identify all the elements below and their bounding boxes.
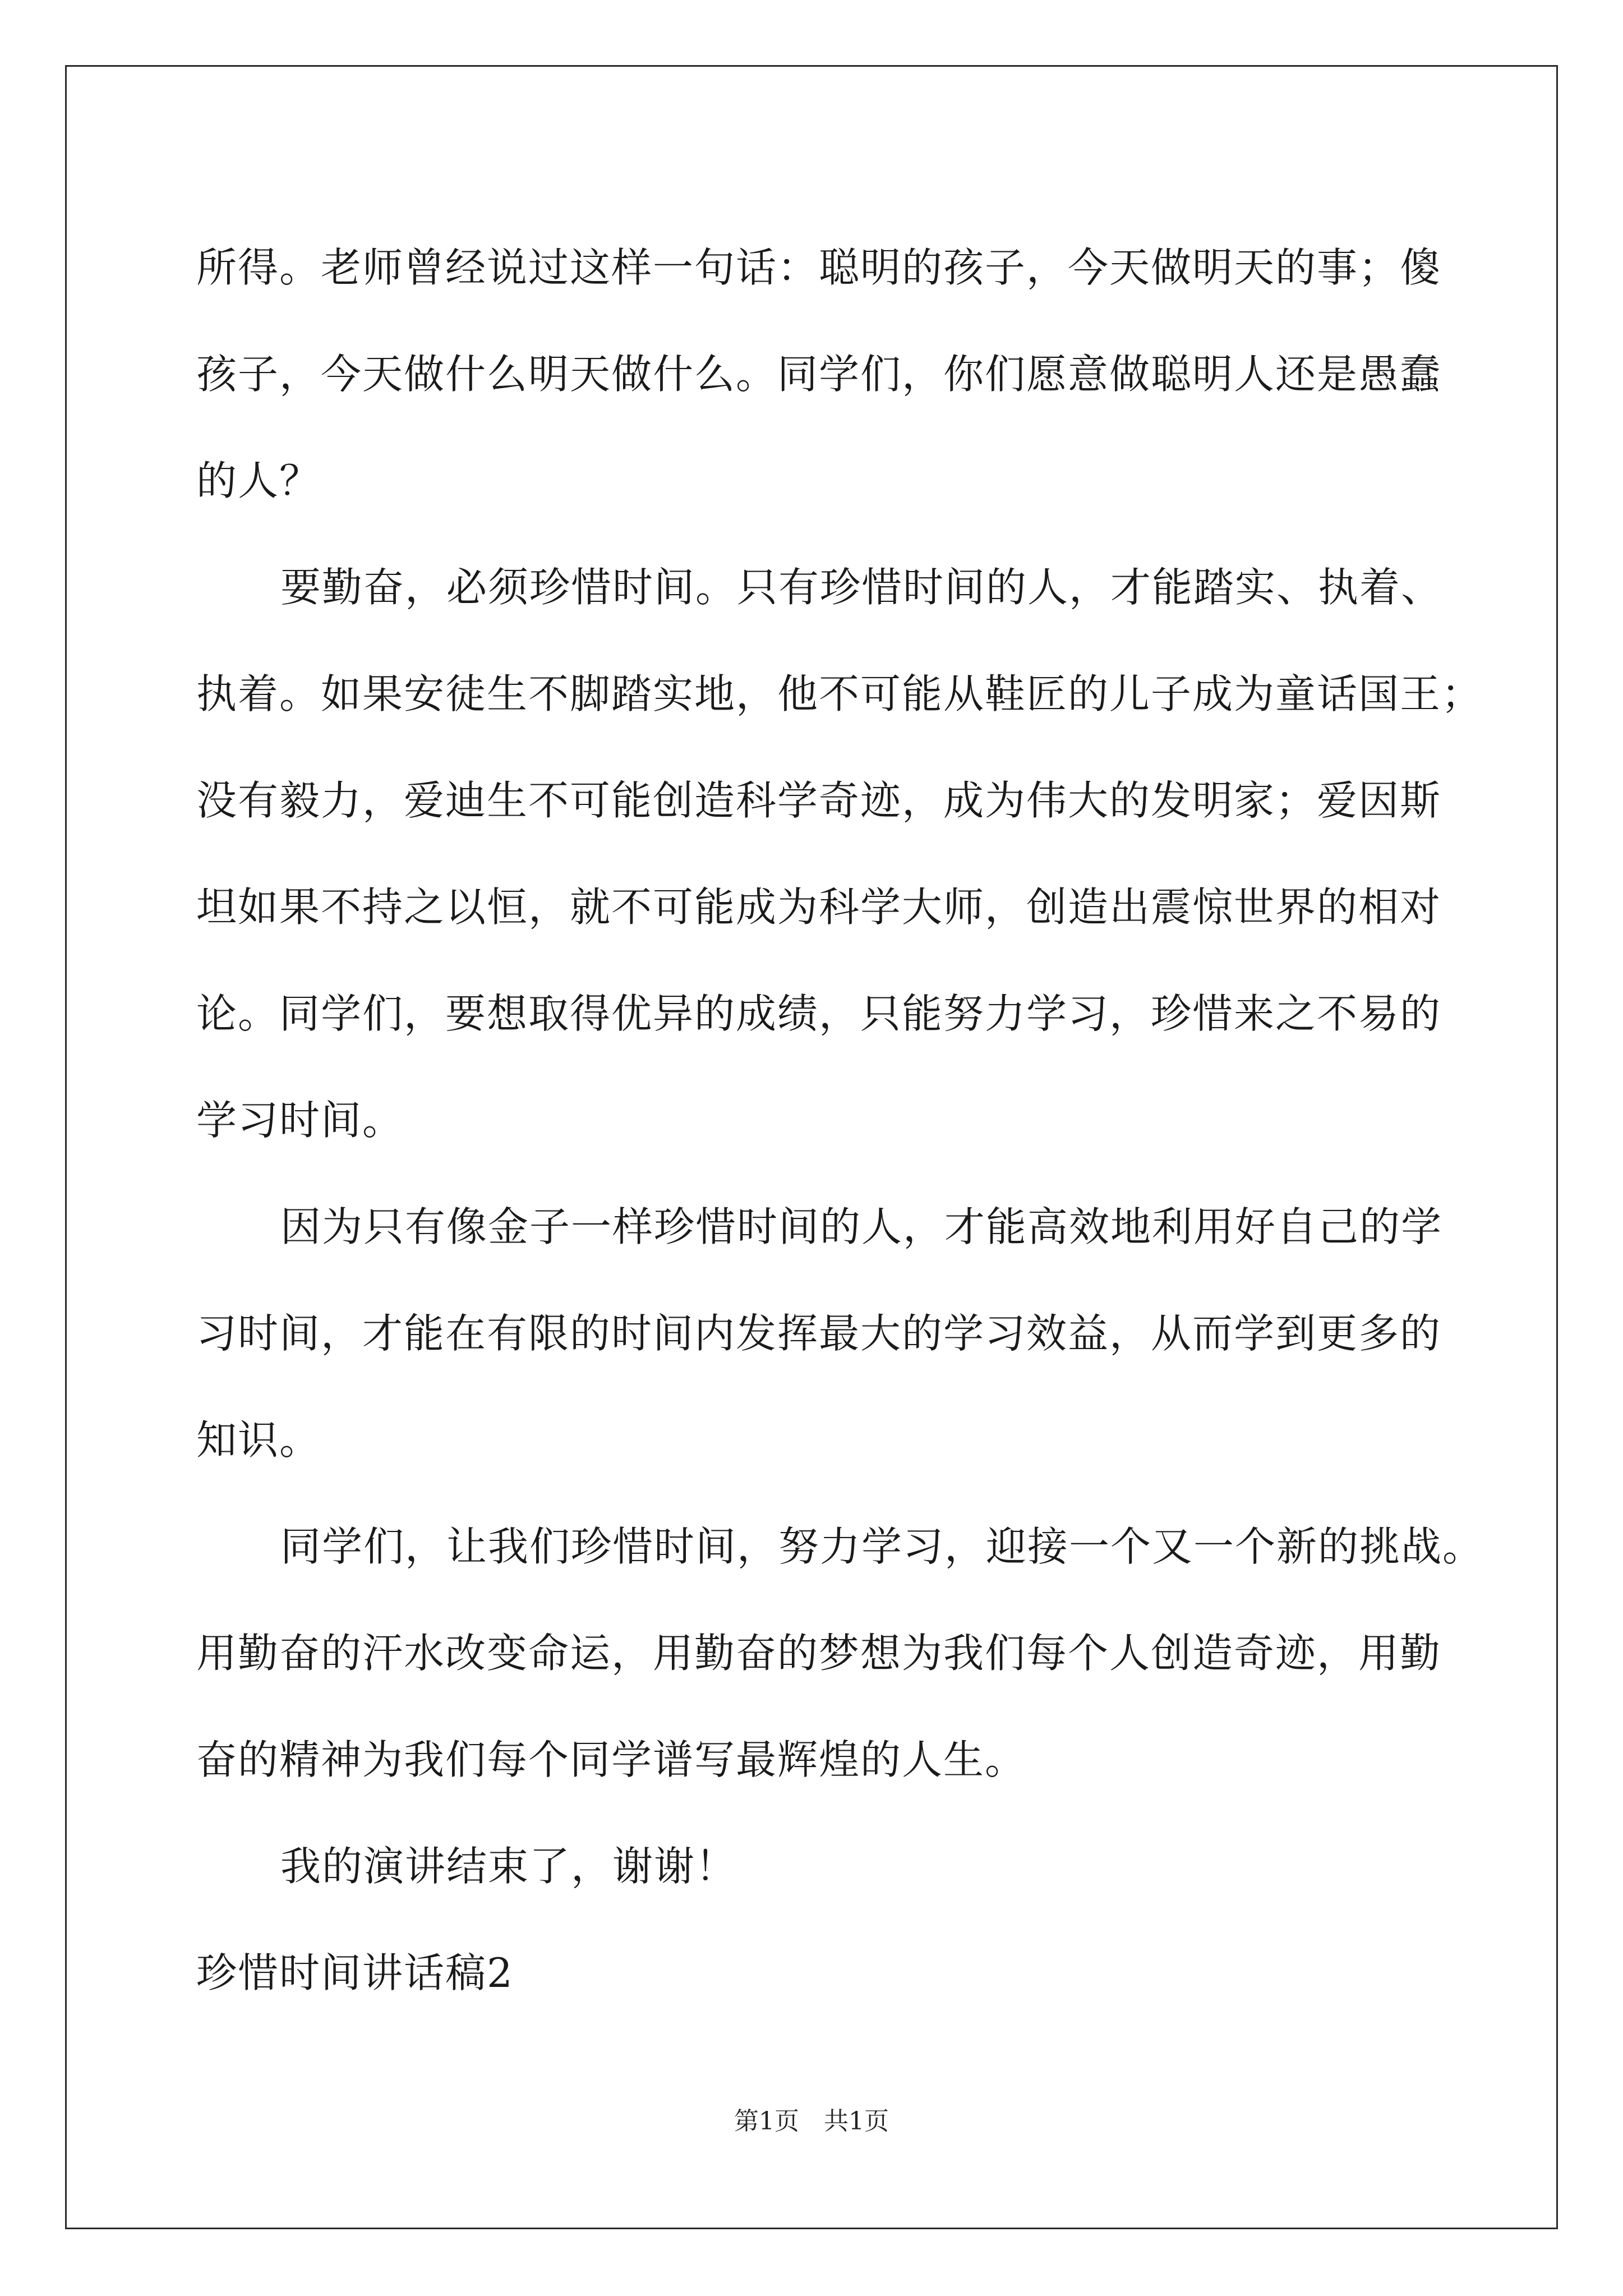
text-line: 孩子，今天做什么明天做什么。同学们，你们愿意做聪明人还是愚蠢 bbox=[196, 351, 1442, 398]
section-heading: 珍惜时间讲话稿2 bbox=[196, 1949, 514, 1996]
text-line: 同学们，让我们珍惜时间，努力学习，迎接一个又一个新的挑战。 bbox=[280, 1523, 1484, 1570]
text-line: 因为只有像金子一样珍惜时间的人，才能高效地利用好自己的学 bbox=[280, 1203, 1443, 1250]
text-line: 知识。 bbox=[196, 1416, 321, 1464]
paragraph-2 bbox=[196, 534, 1481, 1174]
text-line: 论。同学们，要想取得优异的成绩，只能努力学习，珍惜来之不易的 bbox=[196, 990, 1442, 1037]
text-line: 的人？ bbox=[196, 457, 321, 504]
text-line: 要勤奋，必须珍惜时间。只有珍惜时间的人，才能踏实、执着、 bbox=[280, 564, 1443, 611]
text-line: 坦如果不持之以恒，就不可能成为科学大师，创造出震惊世界的相对 bbox=[196, 884, 1442, 931]
page-footer: 第1页 共1页 bbox=[734, 2107, 889, 2136]
paragraph-1 bbox=[196, 214, 1481, 534]
text-line: 奋的精神为我们每个同学谱写最辉煌的人生。 bbox=[196, 1736, 1027, 1783]
paragraph-4 bbox=[196, 1493, 1484, 1813]
document-body bbox=[196, 214, 1484, 2026]
text-line: 用勤奋的汗水改变命运，用勤奋的梦想为我们每个人创造奇迹，用勤 bbox=[196, 1630, 1442, 1677]
text-line: 习时间，才能在有限的时间内发挥最大的学习效益，从而学到更多的 bbox=[196, 1310, 1442, 1357]
text-line: 所得。老师曾经说过这样一句话：聪明的孩子，今天做明天的事；傻 bbox=[196, 244, 1442, 291]
text-line: 没有毅力，爱迪生不可能创造科学奇迹，成为伟大的发明家；爱因斯 bbox=[196, 777, 1442, 824]
text-line: 学习时间。 bbox=[196, 1097, 404, 1144]
text-line: 执着。如果安徒生不脚踏实地，他不可能从鞋匠的儿子成为童话国王； bbox=[196, 670, 1483, 717]
text-line: 我的演讲结束了，谢谢！ bbox=[280, 1843, 737, 1890]
paragraph-5 bbox=[196, 1813, 1481, 1920]
paragraph-3 bbox=[196, 1174, 1481, 1493]
